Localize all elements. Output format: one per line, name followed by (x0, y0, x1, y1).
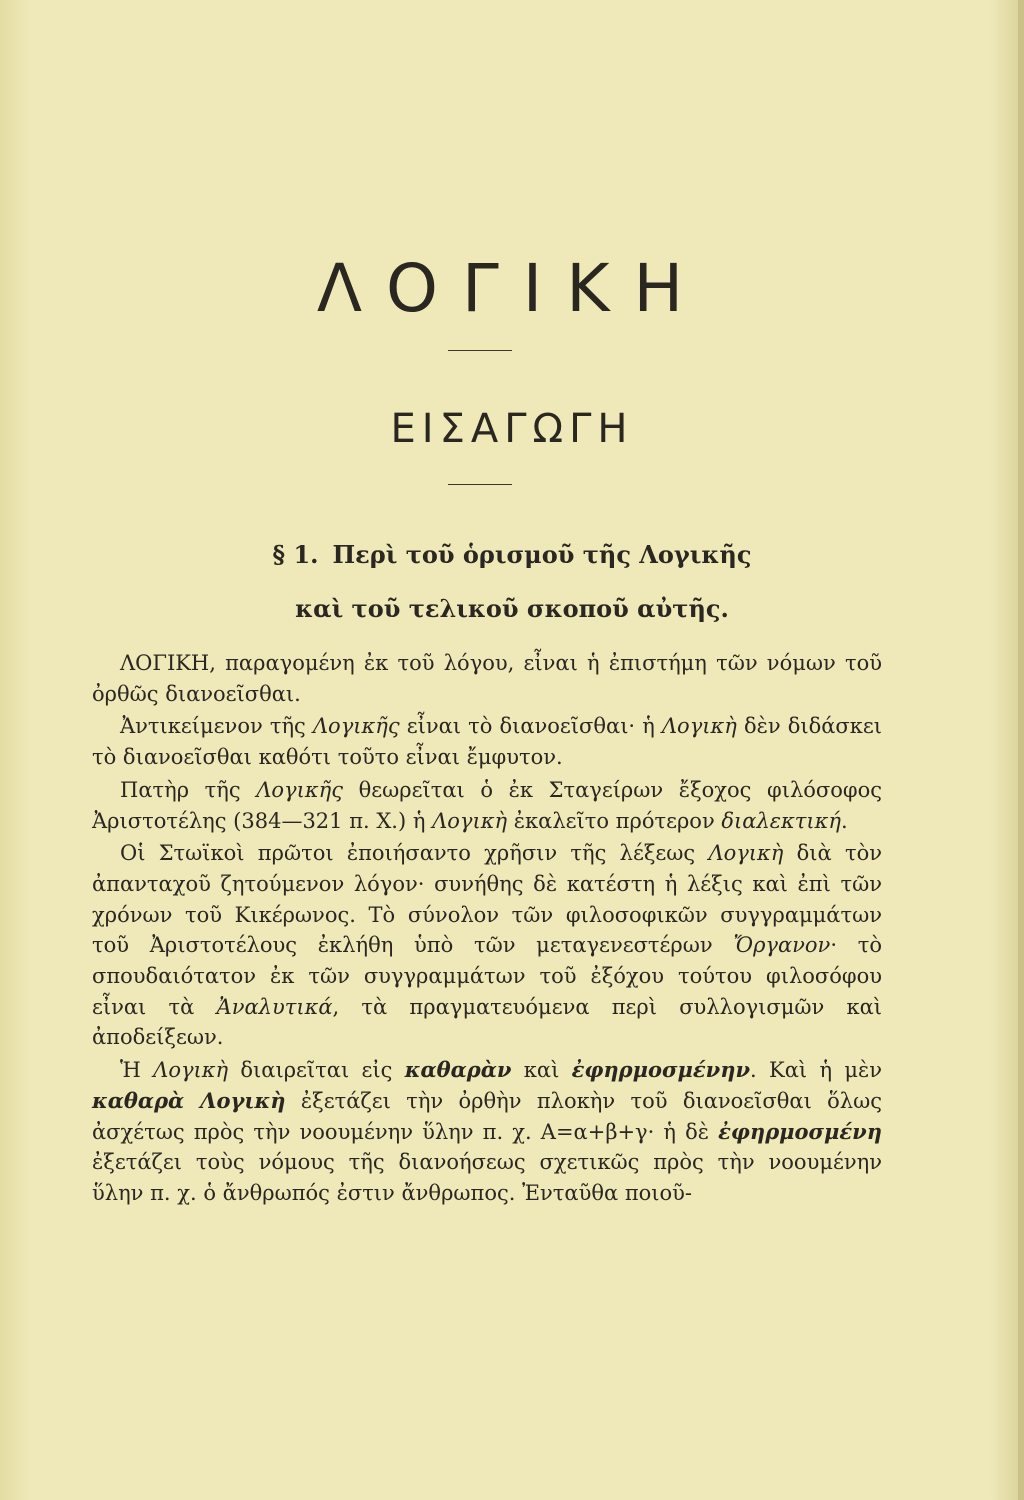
paragraph-text: διὰ τὸν ἀπανταχοῦ ζητούμενον λόγον· συνήθης δὲ κατέστη ἡ λέξις καὶ ἐπὶ τῶν χρόνων τοῦ Κικέρωνος. Τὸ σύνολον τῶν φιλοσοφικῶν συγγραμμάτων τοῦ Ἀριστοτέλους ἐκλήθη ὑπὸ τῶν μεταγενεστέρων (92, 841, 883, 958)
divider-rule (448, 484, 512, 485)
paragraph-text: Πατὴρ τῆς (120, 777, 257, 802)
section-number: § 1. (272, 540, 319, 569)
paragraph-text: Οἱ Στωϊκοὶ πρῶτοι ἐποιήσαντο χρῆσιν τῆς λέξεως (120, 841, 709, 866)
paragraph-text: εἶναι τὸ διανοεῖσθαι· ἡ (399, 714, 662, 739)
paragraph (92, 775, 882, 836)
paragraph-text: . Καὶ ἡ μὲν (750, 1058, 883, 1083)
italic-term: Λογικὴ (661, 714, 737, 739)
paragraph (92, 838, 882, 1053)
page-title: ΛΟΓΙΚΗ (316, 250, 708, 327)
italic-term: Λογικὴ (153, 1058, 229, 1083)
paragraph-text: ἐξετάζει τοὺς νόμους τῆς διανοήσεως σχετικῶς πρὸς τὴν νοουμένην ὕλην π. χ. ὁ ἄνθρωπός ἐστιν ἄνθρωπος. Ἐνταῦθα ποιοῦ- (92, 1150, 882, 1205)
italic-term: Λογικὴ (708, 841, 784, 866)
paragraph (92, 648, 882, 709)
bold-italic-term: καθαρὰν (404, 1057, 512, 1083)
italic-term: Λογικὴ (432, 808, 508, 833)
paragraph (92, 711, 882, 772)
paragraph-text: · τὸ σπουδαιότατον ἐκ τῶν συγγραμμάτων τοῦ ἐξόχου τούτου φιλοσόφου εἶναι τὰ (92, 933, 882, 1019)
paragraph-text: διαιρεῖται εἰς (228, 1058, 405, 1083)
paragraph-text: θεωρεῖται ὁ ἐκ Σταγείρων ἔξοχος φιλόσοφος Ἀριστοτέλης (384—321 π. Χ.) ἡ (92, 777, 882, 833)
italic-term: Λογικῆς (256, 777, 343, 802)
bold-italic-term: καθαρὰ Λογικὴ (92, 1087, 286, 1113)
bold-italic-term: ἐφηρμοσμένη (718, 1118, 882, 1144)
paragraph-text: Ἀντικείμενον τῆς (120, 714, 313, 739)
paragraph-text: καὶ (511, 1058, 572, 1083)
paragraph-text: ἐκαλεῖτο πρότερον (507, 808, 722, 833)
divider-rule (448, 350, 512, 351)
italic-term: Λογικῆς (312, 714, 400, 739)
paragraph-text: ἐξετάζει τὴν ὀρθὴν πλοκὴν τοῦ διανοεῖσθαι ὅλως ἀσχέτως πρὸς τὴν νοουμένην ὕλην π. χ. Α=α+β+γ· ἡ δὲ (92, 1088, 882, 1144)
section-heading-line1: Περὶ τοῦ ὁρισμοῦ τῆς Λογικῆς (332, 540, 752, 569)
paragraph-text: ΛΟΓΙΚΗ, παραγομένη ἐκ τοῦ λόγου, εἶναι ἡ ἐπιστήμη τῶν νόμων τοῦ ὀρθῶς διανοεῖσθαι. (92, 651, 882, 706)
paragraph-text: δὲν διδάσκει τὸ διανοεῖσθαι καθότι τοῦτο εἶναι ἔμφυτον. (92, 714, 882, 770)
italic-term: Ἀναλυτικά (216, 994, 333, 1019)
paragraph (92, 1055, 882, 1209)
section-heading (0, 528, 1024, 636)
paragraph-text: Ἡ (120, 1058, 154, 1083)
bold-italic-term: ἐφηρμοσμένην (571, 1057, 751, 1083)
paragraph-text: , τὰ πραγματευόμενα περὶ συλλογισμῶν καὶ ἀποδείξεων. (92, 994, 882, 1050)
page-edge (1018, 0, 1024, 1500)
italic-term: διαλεκτική (721, 808, 842, 833)
chapter-subtitle: ΕΙΣΑΓΩΓΗ (390, 406, 634, 452)
body-text (92, 648, 882, 1209)
paragraph-text: . (841, 808, 848, 833)
section-heading-line2: καὶ τοῦ τελικοῦ σκοποῦ αὐτῆς. (295, 594, 729, 623)
italic-term: Ὄργανον (733, 933, 831, 958)
